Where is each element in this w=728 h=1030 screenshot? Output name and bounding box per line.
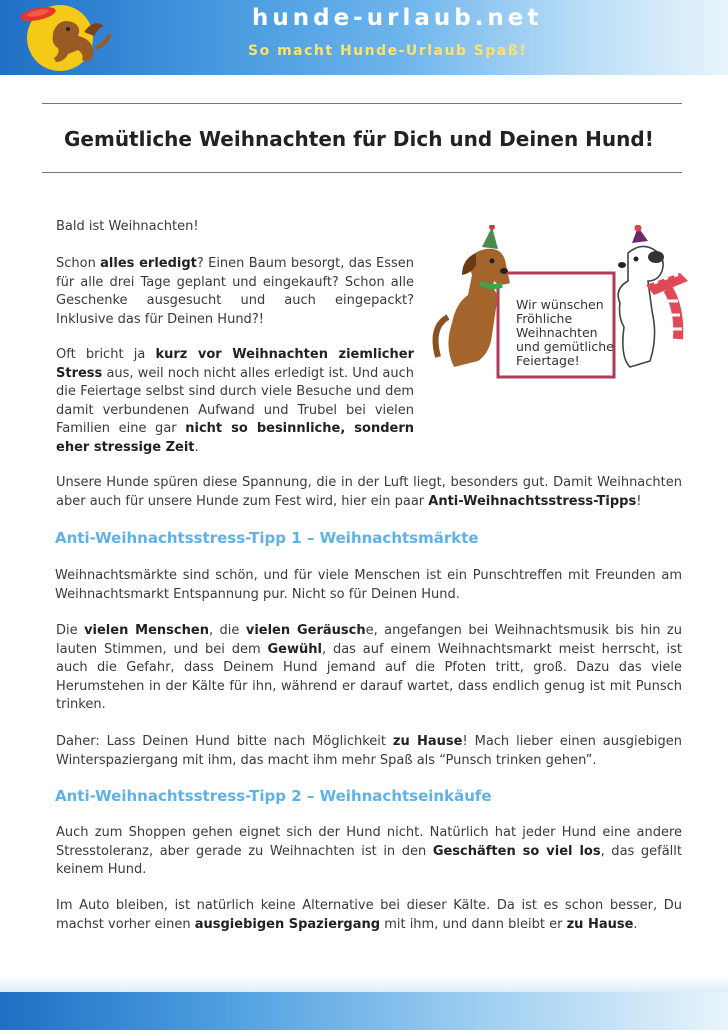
- paragraph-2: Oft bricht ja kurz vor Weihnachten ziemlicher Stress aus, weil noch nicht alles erledigt ist. Und auch die Feiertage selbst sind durch viele Besuche und dem damit verbundenen Aufwand und Trubel bei vielen Familien eine gar nicht so besinnliche, sondern eher stressige Zeit.: [56, 347, 414, 455]
- sign-text-line-4: und gemütliche: [516, 339, 614, 354]
- divider-top: [42, 103, 682, 104]
- paragraph-3: Unsere Hunde spüren diese Spannung, die in der Luft liegt, besonders gut. Damit Weihnachten aber auch für unsere Hunde zum Fest wird, hier ein paar Anti-Weihnachtsstress-Tipps!: [56, 475, 682, 509]
- section-heading-tip-1: Anti-Weihnachtsstress-Tipp 1 – Weihnachtsmärkte: [55, 529, 479, 547]
- footer-banner: [0, 992, 728, 1030]
- tip1-paragraph-1: Weihnachtsmärkte sind schön, und für viele Menschen ist ein Punschtreffen mit Freunden am Weihnachtsmarkt Entspannung pur. Nicht so für Deinen Hund.: [55, 568, 682, 602]
- sign-text-line-3: Weihnachten: [516, 325, 598, 340]
- footer-fade: [0, 975, 728, 993]
- tip2-paragraph-2: Im Auto bleiben, ist natürlich keine Alternative bei dieser Kälte. Da ist es schon besser, Du machst vorher einen ausgiebigen Spaziergang mit ihm, und dann bleibt er zu Hause.: [56, 898, 682, 932]
- sign-text-line-5: Feiertage!: [516, 353, 580, 368]
- two-dogs-holding-sign-illustration: [432, 225, 702, 390]
- tip2-paragraph-1: Auch zum Shoppen gehen eignet sich der Hund nicht. Natürlich hat jeder Hund eine andere Stresstoleranz, aber gerade zu Weihnachten ist in den Geschäften so viel los, das gefällt keinem Hund.: [56, 825, 682, 877]
- dog-with-frisbee-icon[interactable]: [8, 2, 120, 72]
- page-title: Gemütliche Weihnachten für Dich und Deinen Hund!: [64, 127, 654, 151]
- site-slogan: So macht Hunde-Urlaub Spaß!: [248, 43, 528, 59]
- section-heading-tip-2: Anti-Weihnachtsstress-Tipp 2 – Weihnachtseinkäufe: [55, 787, 492, 805]
- divider-bottom: [42, 172, 682, 173]
- paragraph-1: Schon alles erledigt? Einen Baum besorgt, das Essen für alle drei Tage geplant und eingekauft? Schon alle Geschenke ausgesucht und auch eingepackt? Inklusive das für Deinen Hund?!: [56, 256, 414, 327]
- sign-text-line-2: Fröhliche: [516, 311, 573, 326]
- intro-text: Bald ist Weihnachten!: [56, 219, 199, 234]
- tip1-paragraph-2: Die vielen Menschen, die vielen Geräusche, angefangen bei Weihnachtsmusik bis hin zu lauten Stimmen, und bei dem Gewühl, das auf einem Weihnachtsmarkt meist herrscht, ist auch die Gefahr, dass Deinem Hund jemand auf die Pfoten tritt, groß. Dazu das viele Herumstehen in der Kälte für ihn, während er darauf wartet, dass endlich genug ist mit Punsch trinken.: [56, 623, 682, 712]
- tip1-paragraph-3: Daher: Lass Deinen Hund bitte nach Möglichkeit zu Hause! Mach lieber einen ausgiebigen Winterspaziergang mit ihm, das macht ihm mehr Spaß als “Punsch trinken gehen”.: [56, 734, 682, 768]
- site-title[interactable]: hunde-urlaub.net: [252, 5, 543, 31]
- sign-text-line-1: Wir wünschen: [516, 297, 604, 312]
